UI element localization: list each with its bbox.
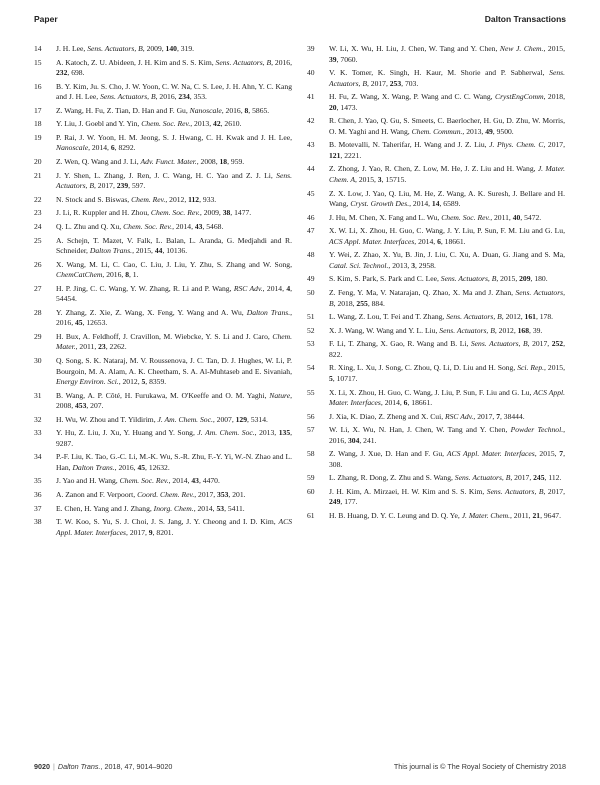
reference-item bbox=[307, 44, 565, 65]
reference-item bbox=[34, 308, 292, 329]
reference-item bbox=[307, 250, 565, 271]
footer-separator: | bbox=[53, 762, 55, 771]
reference-text: E. Chen, H. Yang and J. Zhang, Inorg. Chem., 2014, 53, 5411. bbox=[56, 503, 245, 513]
reference-number: 18 bbox=[34, 119, 42, 129]
reference-number: 33 bbox=[34, 428, 42, 438]
reference-item bbox=[34, 133, 292, 154]
reference-text: W. Li, X. Wu, H. Liu, J. Chen, W. Tang and Y. Chen, New J. Chem., 2015, 39, 7060. bbox=[329, 44, 565, 64]
reference-item bbox=[34, 452, 292, 473]
reference-text: B. Wang, A. P. Côté, H. Furukawa, M. O'Keeffe and O. M. Yaghi, Nature, 2008, 453, 207. bbox=[56, 390, 292, 411]
reference-item bbox=[307, 312, 565, 323]
reference-number: 15 bbox=[34, 57, 42, 67]
reference-number: 54 bbox=[307, 363, 315, 373]
reference-item bbox=[34, 428, 292, 449]
reference-number: 47 bbox=[307, 226, 315, 236]
reference-text: Y. Hu, Z. Liu, J. Xu, Y. Huang and Y. Song, J. Am. Chem. Soc., 2013, 135, 9287. bbox=[56, 428, 293, 448]
reference-text: Y. Liu, J. Goebl and Y. Yin, Chem. Soc. Rev., 2013, 42, 2610. bbox=[56, 119, 242, 129]
reference-text: A. Schejn, T. Mazet, V. Falk, L. Balan, L. Aranda, G. Medjahdi and R. Schneider, Dalton Trans., 2015, 44, 10136. bbox=[56, 235, 292, 256]
reference-number: 46 bbox=[307, 212, 315, 222]
reference-text: Z. X. Low, J. Yao, Q. Liu, M. He, Z. Wang, A. K. Suresh, J. Bellare and H. Wang, Cryst. Growth Des., 2014, 14, 6589. bbox=[329, 188, 565, 209]
reference-text: L. Wang, Z. Lou, T. Fei and T. Zhang, Sens. Actuators, B, 2012, 161, 178. bbox=[329, 312, 554, 322]
reference-text: P.-F. Liu, K. Tao, G.-C. Li, M.-K. Wu, S.-R. Zhu, F.-Y. Yi, W.-N. Zhao and L. Han, Dalton Trans., 2016, 45, 12632. bbox=[56, 452, 292, 472]
reference-text: J. Hu, M. Chen, X. Fang and L. Wu, Chem. Soc. Rev., 2011, 40, 5472. bbox=[329, 212, 542, 222]
reference-text: T. W. Koo, S. Yu, S. J. Choi, J. S. Jang, J. Y. Cheong and I. D. Kim, ACS Appl. Mater. Interfaces, 2017, 9, 8201. bbox=[56, 517, 292, 537]
reference-number: 44 bbox=[307, 164, 315, 174]
reference-text: A. Katoch, Z. U. Abideen, J. H. Kim and S. S. Kim, Sens. Actuators, B, 2016, 232, 698. bbox=[56, 57, 292, 78]
reference-number: 19 bbox=[34, 132, 42, 142]
reference-item bbox=[307, 487, 565, 508]
reference-number: 30 bbox=[34, 356, 42, 365]
reference-number: 29 bbox=[34, 331, 42, 341]
reference-number: 41 bbox=[307, 92, 315, 102]
reference-text: Q. Song, S. K. Nataraj, M. V. Roussenova, J. C. Tan, D. J. Hughes, W. Li, P. Bourgoin, M. A. Alam, A. K. Cheetham, S. A. Al-Muhtaseb and E. Sivaniah, Energy Environ. Sci., 2012, 5, 8359. bbox=[56, 356, 292, 386]
reference-text: N. Stock and S. Biswas, Chem. Rev., 2012, 112, 933. bbox=[56, 194, 217, 204]
reference-item bbox=[307, 92, 565, 113]
reference-number: 58 bbox=[307, 449, 315, 459]
reference-text: Y. Zhang, Z. Xie, Z. Wang, X. Feng, Y. Wang and A. Wu, Dalton Trans., 2016, 45, 12653. bbox=[56, 307, 292, 328]
reference-text: H. Fu, Z. Wang, X. Wang, P. Wang and C. C. Wang, CrystEngComm, 2018, 20, 1473. bbox=[329, 92, 565, 112]
reference-number: 38 bbox=[34, 517, 42, 527]
reference-item bbox=[307, 288, 565, 309]
reference-text: Z. Feng, Y. Ma, V. Natarajan, Q. Zhao, X. Ma and J. Zhan, Sens. Actuators, B, 2018, 255, 884. bbox=[329, 288, 566, 308]
reference-number: 31 bbox=[34, 390, 42, 400]
reference-text: H. B. Huang, D. Y. C. Leung and D. Q. Ye, J. Mater. Chem., 2011, 21, 9647. bbox=[329, 511, 561, 521]
reference-text: B. Motevalli, N. Taherifar, H. Wang and J. Z. Liu, J. Phys. Chem. C, 2017, 121, 2221. bbox=[329, 140, 565, 160]
reference-text: A. Zanon and F. Verpoort, Coord. Chem. Rev., 2017, 353, 201. bbox=[56, 490, 246, 500]
reference-text: P. Rai, J. W. Yoon, H. M. Jeong, S. J. Hwang, C. H. Kwak and J. H. Lee, Nanoscale, 2014, 6, 8292. bbox=[56, 132, 292, 153]
reference-item bbox=[34, 476, 292, 487]
reference-item bbox=[307, 213, 565, 224]
reference-text: Q. L. Zhu and Q. Xu, Chem. Soc. Rev., 2014, 43, 5468. bbox=[56, 221, 224, 231]
reference-item bbox=[34, 260, 292, 281]
reference-number: 43 bbox=[307, 140, 315, 150]
reference-number: 28 bbox=[34, 307, 42, 317]
reference-item bbox=[34, 106, 292, 117]
reference-item bbox=[34, 195, 292, 206]
reference-item bbox=[307, 473, 565, 484]
reference-number: 35 bbox=[34, 476, 42, 486]
references-column-left bbox=[34, 44, 292, 541]
reference-text: Y. Wei, Z. Zhao, X. Yu, B. Jin, J. Liu, C. Xu, A. Duan, G. Jiang and S. Ma, Catal. Sci. Technol., 2013, 3, 2958. bbox=[329, 250, 565, 270]
reference-item bbox=[34, 415, 292, 426]
reference-item bbox=[307, 412, 565, 423]
reference-item bbox=[307, 326, 565, 337]
reference-number: 34 bbox=[34, 452, 42, 462]
reference-text: H. Bux, A. Feldhoff, J. Cravillon, M. Wiebcke, Y. S. Li and J. Caro, Chem. Mater., 2011, 23, 2262. bbox=[56, 331, 292, 352]
reference-item bbox=[307, 449, 565, 470]
reference-text: Z. Wang, H. Fu, Z. Tian, D. Han and F. Gu, Nanoscale, 2016, 8, 5865. bbox=[56, 105, 270, 115]
reference-number: 56 bbox=[307, 411, 315, 421]
footer-volume-pages: , 2018, 47, 9014–9020 bbox=[100, 762, 173, 771]
reference-number: 50 bbox=[307, 288, 315, 298]
reference-number: 25 bbox=[34, 235, 42, 245]
reference-item bbox=[307, 116, 565, 137]
reference-number: 27 bbox=[34, 283, 42, 293]
reference-item bbox=[34, 58, 292, 79]
reference-number: 17 bbox=[34, 105, 42, 115]
reference-number: 14 bbox=[34, 44, 42, 53]
reference-item bbox=[307, 388, 565, 409]
reference-number: 42 bbox=[307, 116, 315, 126]
reference-item bbox=[34, 236, 292, 257]
reference-item bbox=[307, 339, 565, 360]
reference-number: 52 bbox=[307, 325, 315, 335]
reference-number: 51 bbox=[307, 312, 315, 322]
reference-item bbox=[34, 171, 292, 192]
reference-item bbox=[307, 511, 565, 522]
reference-text: B. Y. Kim, Ju. S. Cho, J. W. Yoon, C. W. Na, C. S. Lee, J. H. Ahn, Y. C. Kang and J. H. Lee, Sens. Actuators, B, 2016, 234, 353. bbox=[56, 81, 292, 102]
reference-item bbox=[307, 189, 565, 210]
reference-text: X. W. Li, X. Zhou, H. Guo, C. Wang, J. Y. Liu, P. Sun, F. M. Liu and G. Lu, ACS Appl. Mater. Interfaces, 2014, 6, 18661. bbox=[329, 226, 565, 246]
reference-item bbox=[34, 517, 292, 538]
reference-text: J. Xia, K. Diao, Z. Zheng and X. Cui, RSC Adv., 2017, 7, 38444. bbox=[329, 411, 525, 421]
reference-item bbox=[34, 490, 292, 501]
reference-item bbox=[34, 284, 292, 305]
reference-number: 24 bbox=[34, 221, 42, 231]
reference-item bbox=[34, 356, 292, 388]
reference-number: 55 bbox=[307, 387, 315, 397]
running-header-left: Paper bbox=[34, 14, 58, 24]
reference-text: J. H. Kim, A. Mirzaei, H. W. Kim and S. S. Kim, Sens. Actuators, B, 2017, 249, 177. bbox=[329, 486, 565, 507]
reference-item bbox=[34, 391, 292, 412]
reference-number: 45 bbox=[307, 188, 315, 198]
reference-number: 26 bbox=[34, 259, 42, 269]
reference-number: 32 bbox=[34, 414, 42, 424]
reference-text: W. Li, X. Wu, N. Han, J. Chen, W. Tang and Y. Chen, Powder Technol., 2016, 304, 241. bbox=[329, 425, 566, 445]
reference-text: L. Zhang, R. Dong, Z. Zhu and S. Wang, Sens. Actuators, B, 2017, 245, 112. bbox=[329, 473, 562, 483]
reference-number: 59 bbox=[307, 473, 315, 483]
reference-item bbox=[34, 82, 292, 103]
reference-number: 61 bbox=[307, 511, 315, 521]
reference-text: S. Kim, S. Park, S. Park and C. Lee, Sens. Actuators, B, 2015, 209, 180. bbox=[329, 274, 548, 284]
reference-item bbox=[307, 363, 565, 384]
reference-text: F. Li, T. Zhang, X. Gao, R. Wang and B. Li, Sens. Actuators, B, 2017, 252, 822. bbox=[329, 339, 565, 359]
reference-number: 36 bbox=[34, 490, 42, 500]
reference-item bbox=[34, 332, 292, 353]
reference-item bbox=[34, 504, 292, 515]
reference-text: J. Li, R. Kuppler and H. Zhou, Chem. Soc. Rev., 2009, 38, 1477. bbox=[56, 208, 252, 218]
reference-item bbox=[307, 68, 565, 89]
reference-item bbox=[34, 208, 292, 219]
reference-number: 22 bbox=[34, 194, 42, 204]
reference-item bbox=[307, 164, 565, 185]
reference-number: 49 bbox=[307, 274, 315, 284]
reference-item bbox=[307, 226, 565, 247]
footer-citation bbox=[34, 762, 172, 771]
reference-item bbox=[307, 425, 565, 446]
running-header-right: Dalton Transactions bbox=[484, 14, 566, 24]
reference-text: H. P. Jing, C. C. Wang, Y. W. Zhang, R. Li and P. Wang, RSC Adv., 2014, 4, 54454. bbox=[56, 283, 293, 304]
references-column-right bbox=[307, 44, 565, 525]
reference-text: J. Yao and H. Wang, Chem. Soc. Rev., 2014, 43, 4470. bbox=[56, 476, 220, 486]
reference-text: X. Wang, M. Li, C. Cao, C. Liu, J. Liu, Y. Zhu, S. Zhang and W. Song, ChemCatChem, 2016, 8, 1. bbox=[56, 259, 292, 280]
reference-text: Z. Wen, Q. Wang and J. Li, Adv. Funct. Mater., 2008, 18, 959. bbox=[56, 157, 245, 167]
reference-item bbox=[34, 157, 292, 168]
reference-number: 48 bbox=[307, 250, 315, 260]
reference-number: 37 bbox=[34, 503, 42, 513]
reference-text: J. Y. Shen, L. Zhang, J. Ren, J. C. Wang, H. C. Yao and Z. J. Li, Sens. Actuators, B, 2017, 239, 597. bbox=[56, 170, 292, 191]
reference-item bbox=[34, 222, 292, 233]
reference-text: X. J. Wang, W. Wang and Y. L. Liu, Sens. Actuators, B, 2012, 168, 39. bbox=[329, 325, 543, 335]
reference-item bbox=[34, 44, 292, 55]
reference-number: 21 bbox=[34, 170, 42, 180]
reference-number: 53 bbox=[307, 339, 315, 349]
reference-text: R. Chen, J. Yao, Q. Gu, S. Smeets, C. Baerlocher, H. Gu, D. Zhu, W. Morris, O. M. Yaghi and H. Wang, Chem. Commun., 2013, 49, 9500. bbox=[329, 116, 565, 136]
reference-item bbox=[307, 140, 565, 161]
reference-text: J. H. Lee, Sens. Actuators, B, 2009, 140, 319. bbox=[56, 44, 195, 53]
page-number: 9020 bbox=[34, 762, 50, 771]
reference-text: V. K. Tomer, K. Singh, H. Kaur, M. Shorie and P. Sabherwal, Sens. Actuators, B, 2017, 253, 703. bbox=[329, 68, 565, 88]
reference-text: R. Xing, L. Xu, J. Song, C. Zhou, Q. Li, D. Liu and H. Song, Sci. Rep., 2015, 5, 10717. bbox=[329, 363, 565, 383]
footer-journal: Dalton Trans. bbox=[57, 762, 101, 771]
reference-number: 20 bbox=[34, 157, 42, 167]
reference-number: 57 bbox=[307, 425, 315, 435]
reference-text: Z. Wang, J. Xue, D. Han and F. Gu, ACS Appl. Mater. Interfaces, 2015, 7, 308. bbox=[329, 449, 565, 469]
reference-number: 39 bbox=[307, 44, 315, 53]
reference-text: H. Wu, W. Zhou and T. Yildirim, J. Am. Chem. Soc., 2007, 129, 5314. bbox=[56, 414, 268, 424]
reference-text: Z. Zhong, J. Yao, R. Chen, Z. Low, M. He, J. Z. Liu and H. Wang, J. Mater. Chem. A, 2015, 3, 15715. bbox=[329, 164, 565, 184]
footer-copyright: This journal is © The Royal Society of Chemistry 2018 bbox=[393, 762, 566, 771]
reference-item bbox=[307, 274, 565, 285]
reference-number: 16 bbox=[34, 81, 42, 91]
reference-number: 40 bbox=[307, 68, 315, 78]
reference-item bbox=[34, 119, 292, 130]
reference-text: X. Li, X. Zhou, H. Guo, C. Wang, J. Liu, P. Sun, F. Liu and G. Lu, ACS Appl. Mater. Interfaces, 2014, 6, 18661. bbox=[329, 387, 565, 407]
reference-number: 60 bbox=[307, 486, 315, 496]
reference-number: 23 bbox=[34, 208, 42, 218]
